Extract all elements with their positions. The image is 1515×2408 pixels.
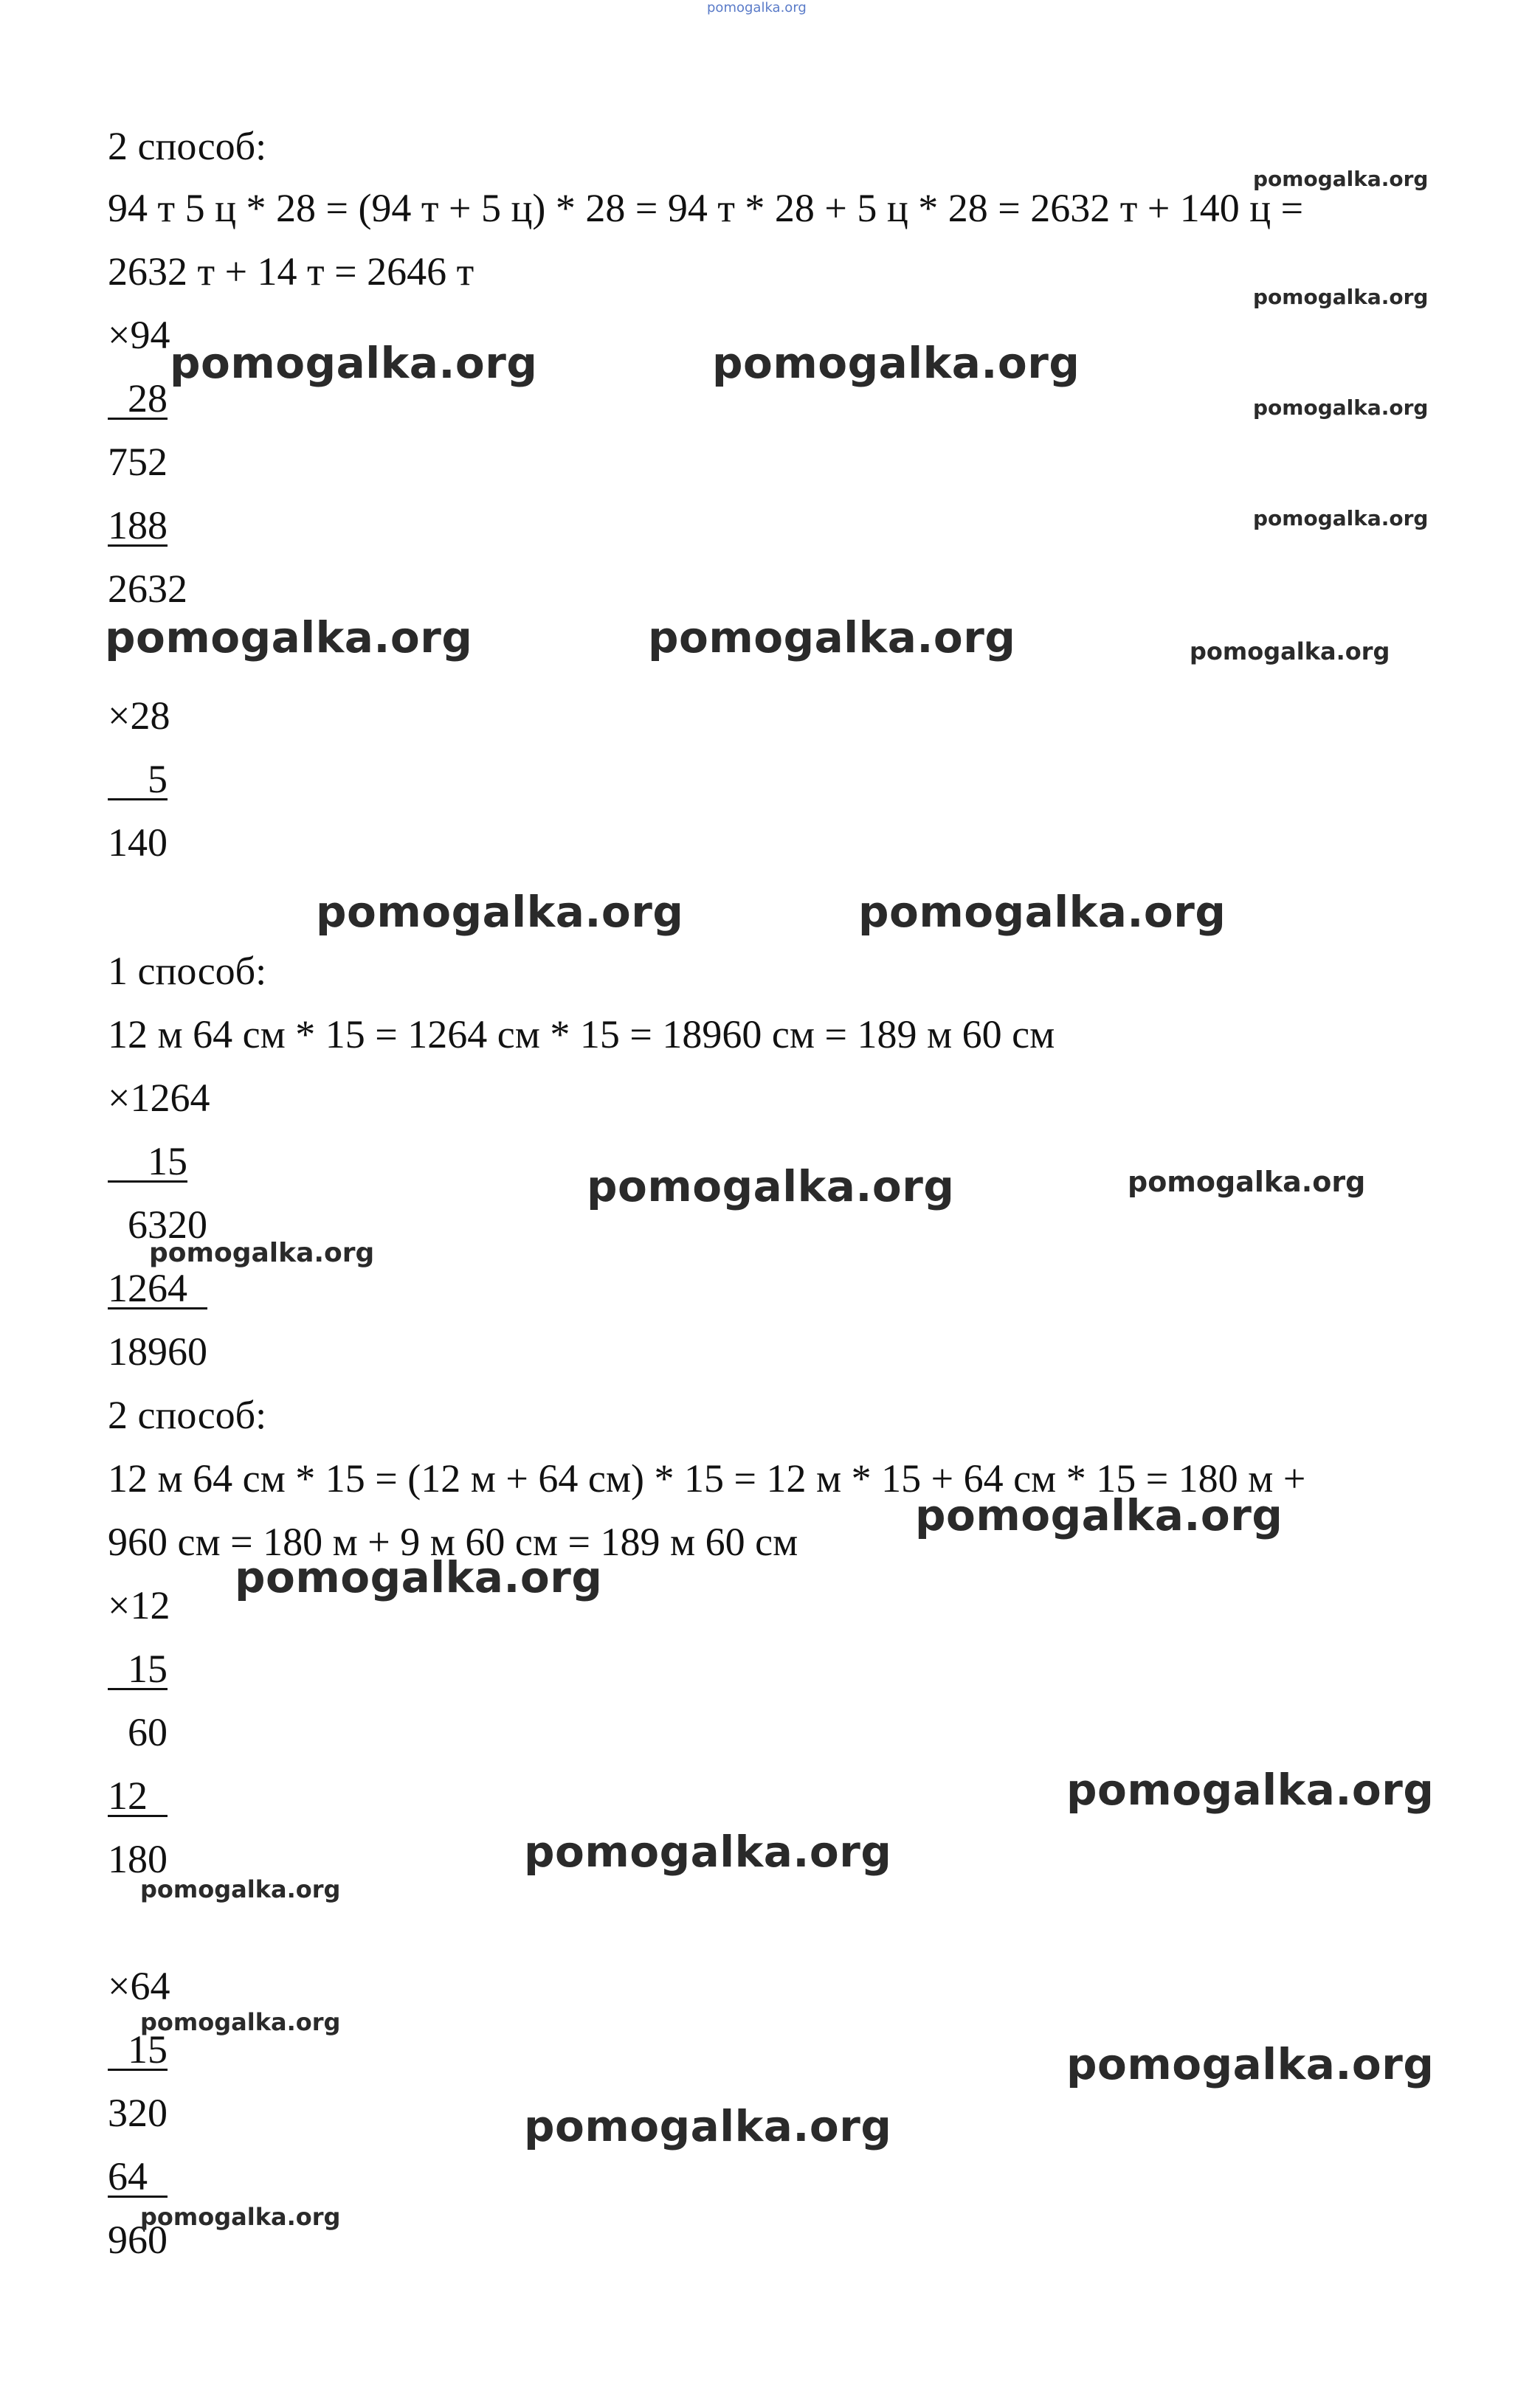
equation-line-3: 12 м 64 см * 15 = 1264 см * 15 = 18960 см = 189 м 60 см (108, 1012, 1055, 1056)
calc-28-multiplier: 5 (108, 757, 168, 801)
calc-64-multiplicand: ×64 (108, 1964, 170, 2008)
calc-94-result: 2632 (108, 567, 187, 611)
calc-12-partial-2: 12 (108, 1774, 168, 1818)
watermark-small: pomogalka.org (140, 1875, 341, 1903)
watermark: pomogalka.org (648, 612, 1016, 662)
watermark-small: pomogalka.org (140, 2203, 341, 2231)
calc-12-multiplier: 15 (108, 1647, 168, 1691)
method-2-heading-1: 2 способ: (108, 124, 267, 168)
watermark: pomogalka.org (858, 887, 1226, 937)
watermark: pomogalka.org (1066, 1765, 1435, 1815)
calc-1264-multiplier: 15 (108, 1139, 187, 1183)
method-2-heading-2: 2 способ: (108, 1393, 267, 1437)
method-1-heading: 1 способ: (108, 949, 267, 993)
watermark: pomogalka.org (524, 2101, 892, 2151)
calc-1264-partial-2: 1264 (108, 1266, 207, 1310)
watermark-small: pomogalka.org (149, 1238, 375, 1268)
calc-94-multiplicand: ×94 (108, 313, 170, 357)
equation-line-1: 94 т 5 ц * 28 = (94 т + 5 ц) * 28 = 94 т * 28 + 5 ц * 28 = 2632 т + 140 ц = (108, 186, 1304, 230)
watermark-small: pomogalka.org (140, 2008, 341, 2036)
calc-12-partial-1: 60 (108, 1710, 168, 1754)
watermark-top: pomogalka.org (707, 0, 807, 15)
equation-line-5: 960 см = 180 м + 9 м 60 см = 189 м 60 см (108, 1520, 798, 1564)
watermark: pomogalka.org (587, 1161, 955, 1211)
watermark-small: pomogalka.org (1253, 506, 1429, 530)
calc-28-result: 140 (108, 820, 168, 865)
equation-line-4: 12 м 64 см * 15 = (12 м + 64 см) * 15 = 12 м * 15 + 64 см * 15 = 180 м + (108, 1456, 1306, 1501)
watermark: pomogalka.org (524, 1827, 892, 1877)
calc-94-multiplier: 28 (108, 376, 168, 421)
watermark: pomogalka.org (235, 1552, 603, 1602)
calc-94-partial-2: 188 (108, 503, 168, 547)
watermark: pomogalka.org (712, 338, 1080, 388)
calc-12-result: 180 (108, 1837, 168, 1881)
calc-64-result: 960 (108, 2218, 168, 2262)
watermark: pomogalka.org (316, 887, 684, 937)
calc-64-partial-1: 320 (108, 2091, 168, 2135)
calc-94-partial-1: 752 (108, 440, 168, 484)
watermark: pomogalka.org (170, 338, 538, 388)
calc-64-multiplier: 15 (108, 2027, 168, 2072)
watermark-small: pomogalka.org (1253, 167, 1429, 191)
calc-64-partial-2: 64 (108, 2154, 168, 2198)
watermark-small: pomogalka.org (1253, 285, 1429, 309)
calc-1264-partial-1: 6320 (108, 1203, 207, 1247)
equation-line-2: 2632 т + 14 т = 2646 т (108, 249, 474, 294)
calc-1264-result: 18960 (108, 1329, 207, 1374)
watermark: pomogalka.org (105, 612, 473, 662)
watermark: pomogalka.org (915, 1490, 1283, 1540)
calc-12-multiplicand: ×12 (108, 1583, 170, 1627)
watermark-small: pomogalka.org (1128, 1166, 1366, 1198)
watermark-small: pomogalka.org (1190, 637, 1390, 665)
calc-28-multiplicand: ×28 (108, 693, 170, 738)
calc-1264-multiplicand: ×1264 (108, 1076, 210, 1120)
watermark-small: pomogalka.org (1253, 395, 1429, 420)
watermark: pomogalka.org (1066, 2039, 1435, 2089)
